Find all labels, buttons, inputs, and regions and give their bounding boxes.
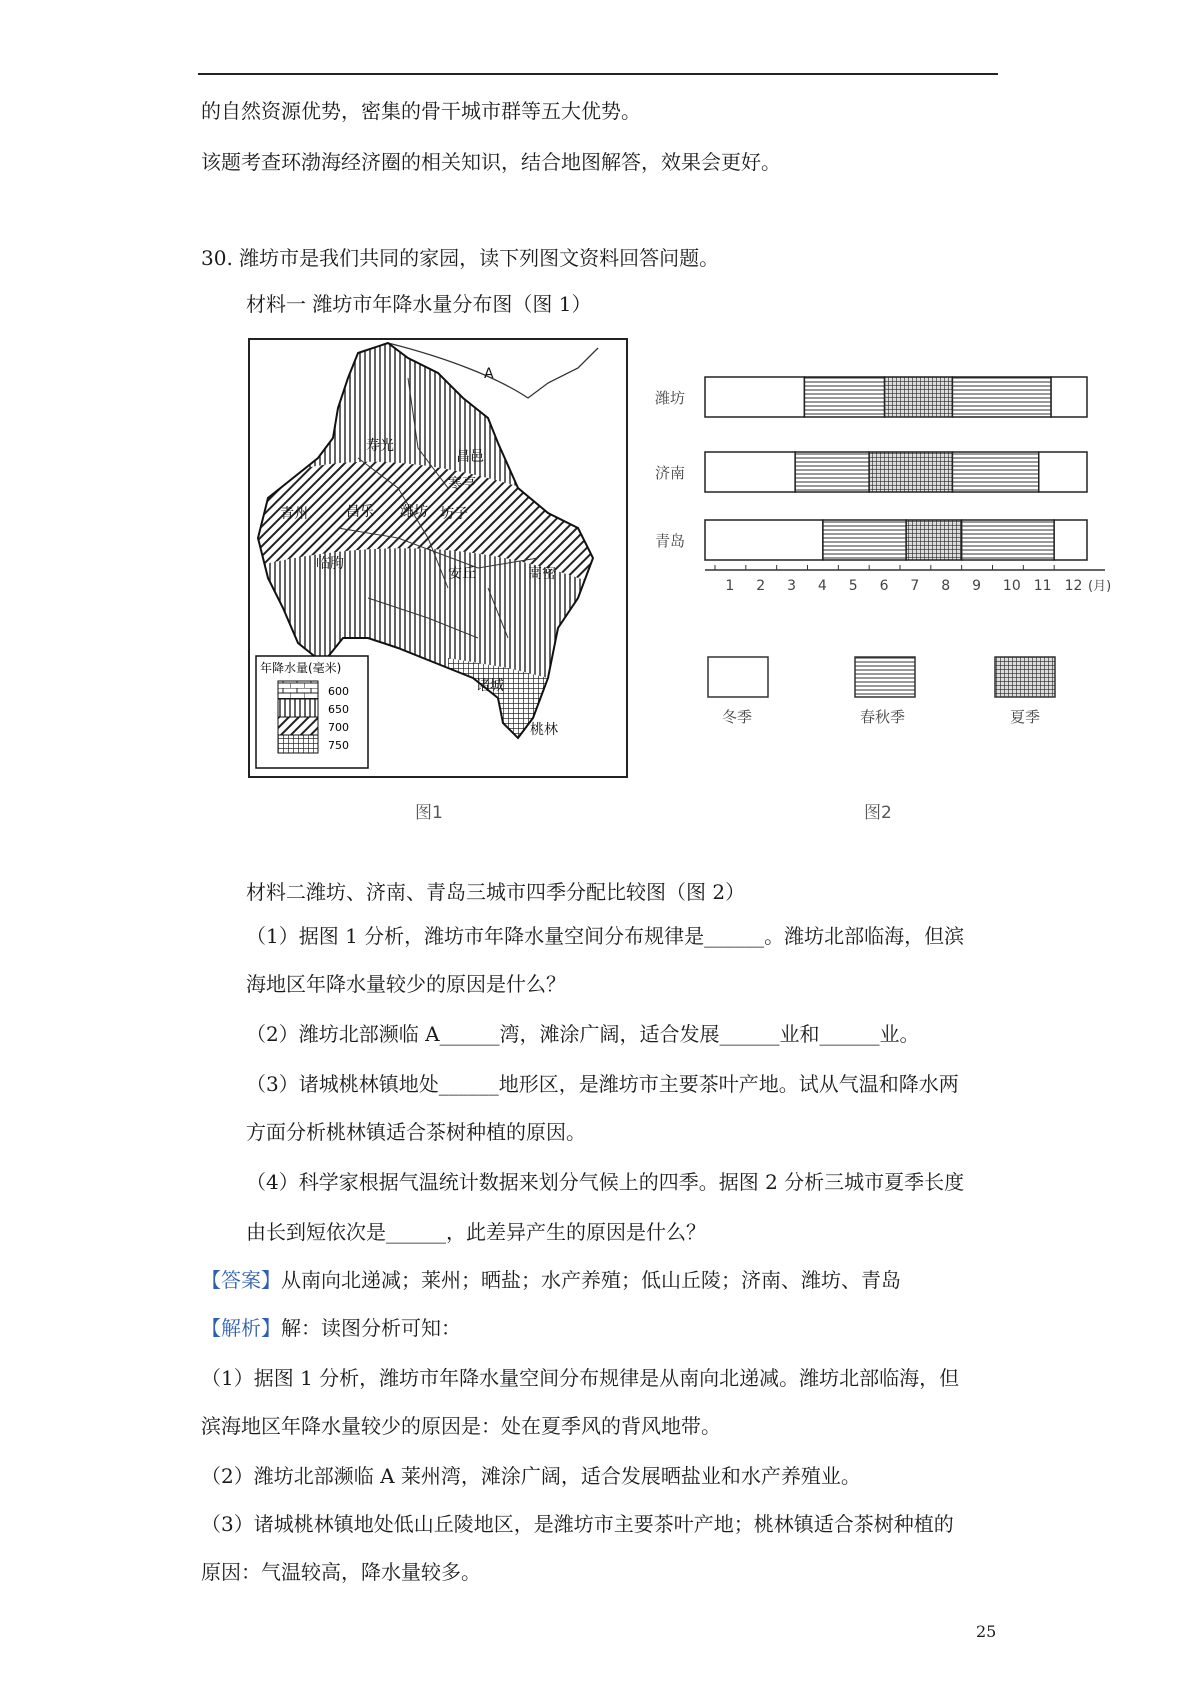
answer-tag: 【答案】	[201, 1268, 281, 1292]
city-label: 诸城	[476, 678, 504, 694]
winter-segment	[1051, 377, 1087, 417]
spring-segment	[823, 520, 906, 560]
autumn-segment	[952, 452, 1038, 492]
text-line: 的自然资源优势，密集的骨干城市群等五大优势。	[201, 99, 641, 123]
month-tick-label: 12	[1064, 578, 1083, 594]
city-label: 寒亭	[448, 476, 476, 492]
month-tick-label: 11	[1033, 578, 1052, 594]
city-row-label: 青岛	[655, 532, 686, 550]
winter-segment	[1039, 452, 1087, 492]
city-label: 昌乐	[346, 504, 374, 520]
legend-value: 700	[328, 721, 349, 734]
autumn-segment	[952, 377, 1051, 417]
answer-text: 从南向北递减；莱州；晒盐；水产养殖；低山丘陵；济南、潍坊、青岛	[281, 1268, 901, 1292]
season-comparison-figure	[655, 385, 1190, 730]
city-label: 青州	[280, 506, 308, 522]
city-label: 桃林	[530, 722, 558, 738]
winter-segment	[705, 377, 804, 417]
spring-segment	[804, 377, 884, 417]
month-tick-label: 10	[1002, 578, 1021, 594]
month-tick-label: 4	[817, 578, 827, 594]
winter-segment	[1054, 520, 1087, 560]
question-3-line-1: （3）诸城桃林镇地处______地形区，是潍坊市主要茶叶产地。试从气温和降水两	[246, 1072, 959, 1096]
city-label: 潍坊	[400, 504, 428, 520]
figure-2-caption: 图2	[864, 803, 892, 823]
question-2: （2）潍坊北部濒临 A______湾，滩涂广阔，适合发展______业和______业。	[246, 1022, 920, 1046]
legend-swatch-winter	[708, 657, 768, 697]
question-1-line-2: 海地区年降水量较少的原因是什么？	[246, 972, 566, 996]
month-tick-label: 2	[756, 578, 766, 594]
map-legend	[256, 656, 368, 768]
analysis-tag: 【解析】	[201, 1316, 281, 1340]
summer-segment	[906, 520, 962, 560]
question-title: 30. 潍坊市是我们共同的家园，读下列图文资料回答问题。	[201, 246, 720, 270]
city-label: 临朐	[316, 556, 344, 572]
legend-value: 600	[328, 685, 349, 698]
question-4-line-2: 由长到短依次是______，此差异产生的原因是什么？	[246, 1220, 706, 1244]
month-tick-label: 1	[725, 578, 735, 594]
analysis-text: 解：读图分析可知：	[281, 1316, 461, 1340]
city-label: 坊子	[440, 506, 468, 522]
month-tick-label: 7	[910, 578, 920, 594]
map-label-a: A	[484, 366, 494, 382]
analysis-3-line-2: 原因：气温较高，降水量较多。	[201, 1560, 481, 1584]
text-line: 该题考查环渤海经济圈的相关知识，结合地图解答，效果会更好。	[201, 150, 781, 174]
month-tick-label: 9	[972, 578, 982, 594]
winter-segment	[705, 520, 823, 560]
spring-segment	[795, 452, 869, 492]
legend-label-summer: 夏季	[1010, 708, 1041, 726]
month-tick-label: 6	[879, 578, 889, 594]
month-tick-label: 8	[941, 578, 951, 594]
city-label: 寿光	[366, 438, 394, 454]
legend-label-spring-autumn: 春秋季	[860, 708, 906, 726]
autumn-segment	[962, 520, 1055, 560]
legend-label-winter: 冬季	[722, 708, 753, 726]
page-number: 25	[976, 1622, 997, 1641]
city-label: 安丘	[448, 566, 476, 582]
question-1-line-1: （1）据图 1 分析，潍坊市年降水量空间分布规律是______。潍坊北部临海，但滨	[246, 924, 965, 948]
answer-line	[201, 1266, 901, 1294]
precipitation-map	[248, 338, 628, 778]
material-one-label: 材料一 潍坊市年降水量分布图（图 1）	[246, 292, 592, 316]
analysis-3-line-1: （3）诸城桃林镇地处低山丘陵地区，是潍坊市主要茶叶产地；桃林镇适合茶树种植的	[201, 1512, 954, 1536]
city-label: 昌邑	[456, 449, 484, 465]
question-3-line-2: 方面分析桃林镇适合茶树种植的原因。	[246, 1120, 586, 1144]
legend-swatch-summer	[995, 657, 1055, 697]
legend-title: 年降水量(毫米)	[260, 661, 342, 675]
month-tick-label: 3	[787, 578, 797, 594]
analysis-line	[201, 1314, 461, 1342]
precipitation-map-figure	[248, 338, 628, 778]
month-tick-label: 5	[848, 578, 858, 594]
season-comparison-chart	[655, 385, 1190, 730]
city-label: 高密	[528, 566, 556, 582]
legend-value: 750	[328, 739, 349, 752]
city-row-label: 济南	[655, 464, 686, 482]
summer-segment	[869, 452, 952, 492]
axis-unit-label: (月)	[1088, 579, 1112, 594]
legend-swatch-spring-autumn	[855, 657, 915, 697]
figure-1-caption: 图1	[415, 803, 443, 823]
winter-segment	[705, 452, 795, 492]
header-rule	[198, 73, 998, 75]
legend-value: 650	[328, 703, 349, 716]
question-4-line-1: （4）科学家根据气温统计数据来划分气候上的四季。据图 2 分析三城市夏季长度	[246, 1170, 965, 1194]
analysis-2: （2）潍坊北部濒临 A 莱州湾，滩涂广阔，适合发展晒盐业和水产养殖业。	[201, 1464, 861, 1488]
city-row-label: 潍坊	[655, 389, 686, 407]
analysis-1-line-2: 滨海地区年降水量较少的原因是：处在夏季风的背风地带。	[201, 1414, 721, 1438]
summer-segment	[885, 377, 953, 417]
material-two-label: 材料二潍坊、济南、青岛三城市四季分配比较图（图 2）	[246, 880, 746, 904]
analysis-1-line-1: （1）据图 1 分析，潍坊市年降水量空间分布规律是从南向北递减。潍坊北部临海，但	[201, 1366, 960, 1390]
